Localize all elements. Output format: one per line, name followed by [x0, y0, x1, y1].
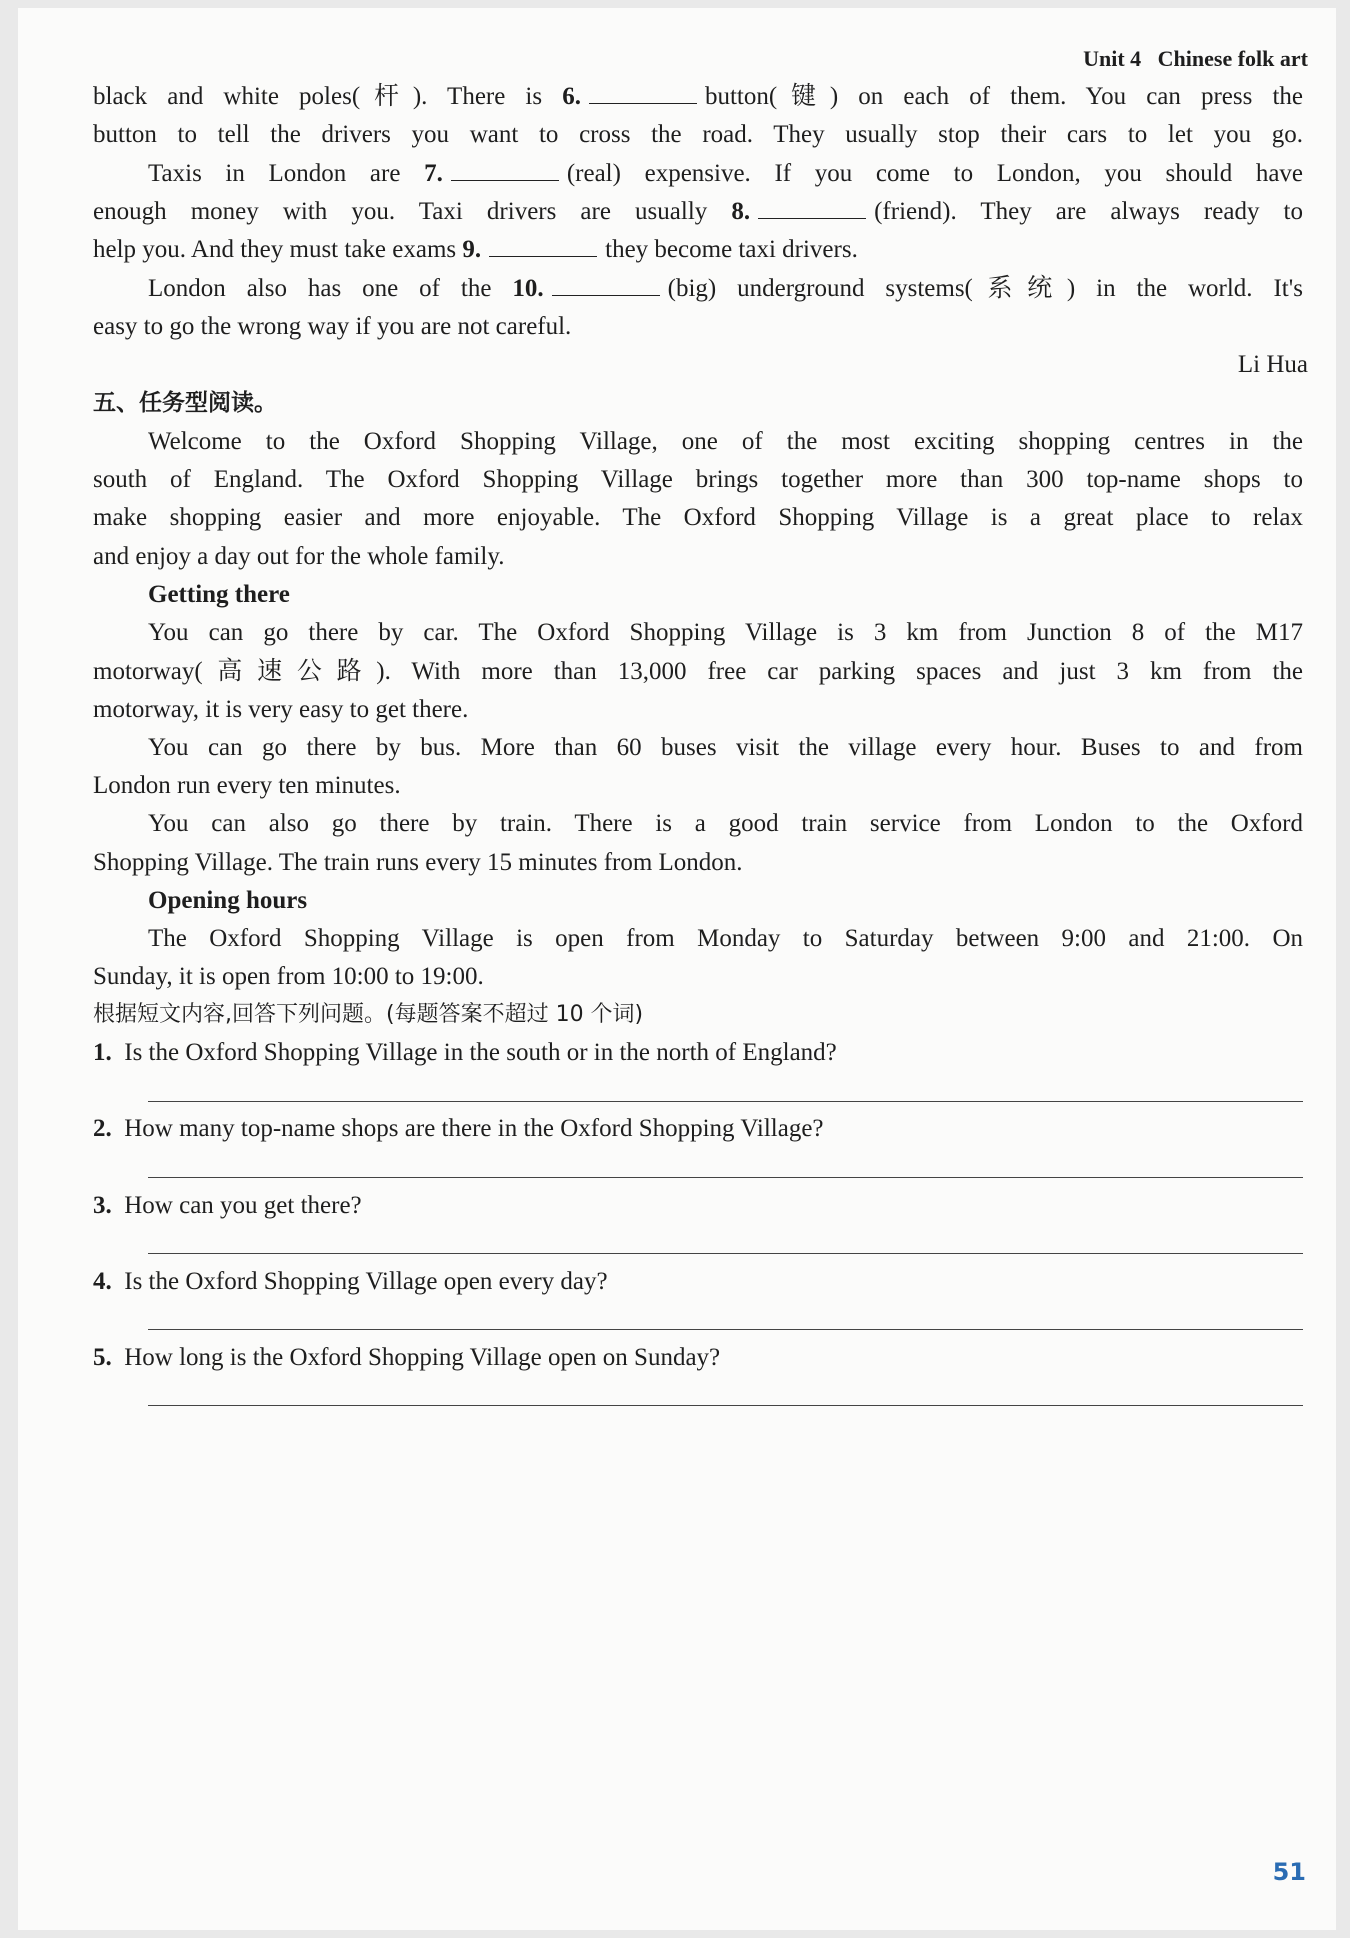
- answer-line-5[interactable]: [148, 1405, 1303, 1406]
- question-4: [93, 1265, 1303, 1299]
- fill-blank-6[interactable]: [589, 81, 697, 104]
- question-number: 5.: [93, 1344, 112, 1371]
- reading-p4-line-1: You can also go there by train. There is a good train service from London to the Oxford: [148, 810, 1303, 837]
- subheading-opening-hours: Opening hours: [148, 887, 308, 914]
- passage-line-7: easy to go the wrong way if you are not careful.: [93, 313, 572, 340]
- reading-p4-line-2: Shopping Village. The train runs every 15 minutes from London.: [93, 849, 743, 876]
- passage-line-2: button to tell the drivers you want to cross the road. They usually stop their cars to let you go.: [93, 121, 1303, 148]
- question-text: How many top-name shops are there in the Oxford Shopping Village?: [124, 1115, 824, 1142]
- blank-number-8: 8.: [731, 198, 751, 225]
- passage-line-4: enough money with you. Taxi drivers are usually 8. (friend). They are always ready to: [93, 198, 1303, 225]
- reading-p3-line-1: You can go there by bus. More than 60 buses visit the village every hour. Buses to and from: [148, 734, 1303, 761]
- page-header: Unit 4 Chinese folk art: [1083, 46, 1308, 71]
- passage-line-3: Taxis in London are 7. (real) expensive. If you come to London, you should have: [148, 160, 1304, 187]
- blank-number-6: 6.: [562, 83, 581, 110]
- reading-p5-line-1: The Oxford Shopping Village is open from Monday to Saturday between 9:00 and 21:00. On: [148, 925, 1303, 952]
- reading-p3-line-2: London run every ten minutes.: [93, 772, 401, 799]
- reading-p1-line-2: south of England. The Oxford Shopping Village brings together more than 300 top-name shops to: [93, 466, 1303, 493]
- page-number: 51: [1272, 1858, 1306, 1886]
- question-3: [93, 1189, 1303, 1223]
- question-number: 2.: [93, 1115, 112, 1142]
- reading-p2-line-3: motorway, it is very easy to get there.: [93, 696, 469, 723]
- question-text: Is the Oxford Shopping Village in the south or in the north of England?: [124, 1039, 837, 1066]
- question-2: [93, 1112, 1303, 1146]
- passage-line-6: London also has one of the 10. (big) underground systems(系统) in the world. It's: [148, 275, 1303, 302]
- question-5: [93, 1341, 1303, 1375]
- fill-blank-10[interactable]: [552, 273, 660, 296]
- section-title: 五、任务型阅读。: [93, 390, 277, 416]
- answer-line-1[interactable]: [148, 1101, 1303, 1102]
- question-text: How can you get there?: [124, 1192, 362, 1219]
- subheading-getting-there: Getting there: [148, 581, 290, 608]
- reading-p1-line-1: Welcome to the Oxford Shopping Village, one of the most exciting shopping centres in the: [148, 428, 1303, 455]
- passage-line-1: black and white poles(杆). There is 6. button(键) on each of them. You can press the: [93, 83, 1303, 110]
- question-number: 4.: [93, 1268, 112, 1295]
- question-number: 1.: [93, 1039, 112, 1066]
- fill-blank-7[interactable]: [451, 158, 559, 181]
- blank-number-9: 9.: [462, 236, 482, 263]
- worksheet-page: [18, 8, 1336, 1930]
- fill-blank-9[interactable]: [489, 234, 597, 257]
- reading-p1-line-4: and enjoy a day out for the whole family.: [93, 543, 505, 570]
- fill-blank-8[interactable]: [758, 196, 866, 219]
- reading-p2-line-1: You can go there by car. The Oxford Shopping Village is 3 km from Junction 8 of the M17: [148, 619, 1303, 646]
- passage-line-5: help you. And they must take exams 9. they become taxi drivers.: [93, 236, 858, 263]
- blank-number-7: 7.: [424, 160, 443, 187]
- question-text: Is the Oxford Shopping Village open every day?: [124, 1268, 608, 1295]
- blank-number-10: 10.: [512, 275, 544, 302]
- reading-p1-line-3: make shopping easier and more enjoyable. The Oxford Shopping Village is a great place to relax: [93, 504, 1303, 531]
- answer-line-4[interactable]: [148, 1329, 1303, 1330]
- question-number: 3.: [93, 1192, 112, 1219]
- answer-line-2[interactable]: [148, 1177, 1303, 1178]
- question-instruction: 根据短文内容,回答下列问题。(每题答案不超过 10 个词): [93, 1002, 644, 1027]
- reading-p2-line-2: motorway(高速公路). With more than 13,000 free car parking spaces and just 3 km from the: [93, 658, 1303, 685]
- question-text: How long is the Oxford Shopping Village open on Sunday?: [124, 1344, 721, 1371]
- question-1: [93, 1036, 1303, 1070]
- signature: Li Hua: [1237, 351, 1308, 378]
- reading-p5-line-2: Sunday, it is open from 10:00 to 19:00.: [93, 963, 484, 990]
- answer-line-3[interactable]: [148, 1253, 1303, 1254]
